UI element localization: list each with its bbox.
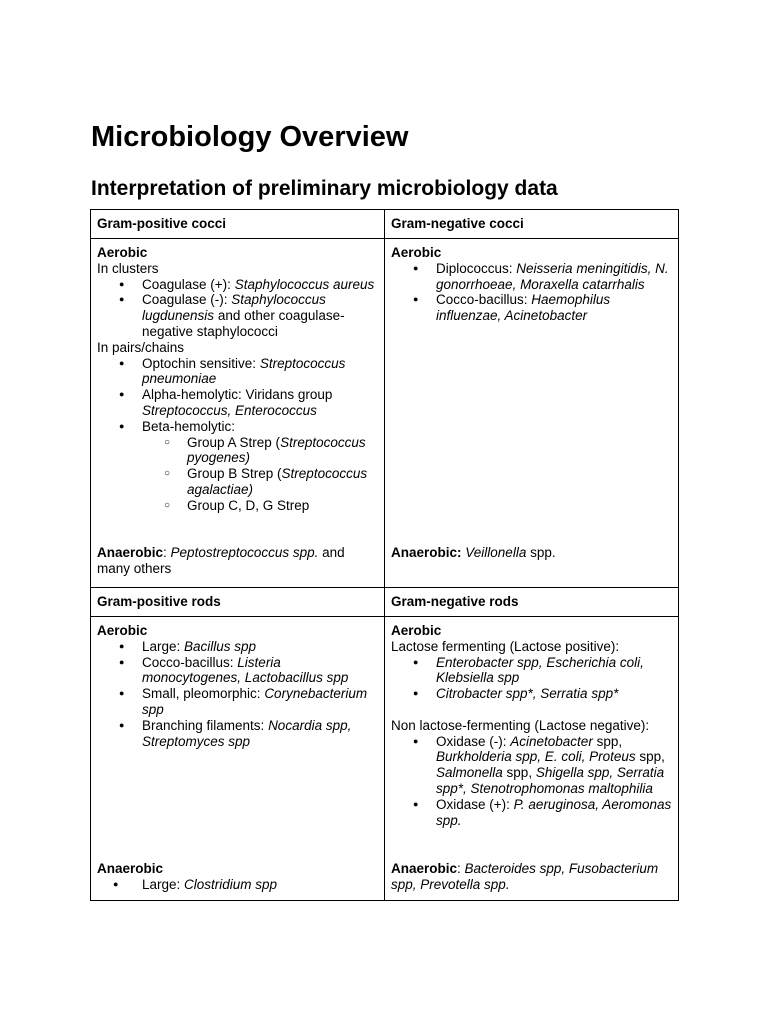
sub-list-item: ○ Group A Strep (Streptococcus pyogenes) — [97, 435, 378, 467]
list-item: ● Cocco-bacillus: Haemophilus influenzae, Acinetobacter — [391, 292, 672, 324]
table-header-row — [91, 210, 679, 239]
list-item: ● Beta-hemolytic: ○ Group A Strep (Streptococcus pyogenes) ○ Group B Strep (Streptococcus agalactiae) ○ Group C, D, G Strep — [97, 419, 378, 514]
list-item: ● Optochin sensitive: Streptococcus pneumoniae — [97, 356, 378, 388]
list-item: ● Enterobacter spp, Escherichia coli, Klebsiella spp — [391, 655, 672, 687]
sub-list-item: ○ Group B Strep (Streptococcus agalactiae) — [97, 466, 378, 498]
header-gram-positive-cocci: Gram-positive cocci — [91, 210, 385, 239]
list-item: ● Cocco-bacillus: Listeria monocytogenes, Lactobacillus spp — [97, 655, 378, 687]
cell-gram-positive-cocci — [91, 239, 385, 588]
list-item: ● Oxidase (+): P. aeruginosa, Aeromonas spp. — [391, 797, 672, 829]
sub-list-item: ○ Group C, D, G Strep — [97, 498, 378, 514]
table-row-cocci — [91, 239, 679, 588]
table-header-row — [91, 588, 679, 617]
section-heading: Interpretation of preliminary microbiology data — [91, 177, 558, 200]
anaerobic-block: Anaerobic: Bacteroides spp, Fusobacterium spp, Prevotella spp. — [391, 861, 659, 892]
subgroup-label: Non lactose-fermenting (Lactose negative): — [391, 717, 650, 733]
subgroup-label: In clusters — [97, 260, 159, 276]
aerobic-label: Aerobic — [391, 245, 442, 260]
header-gram-positive-rods: Gram-positive rods — [91, 588, 385, 617]
aerobic-label: Aerobic — [97, 245, 148, 260]
header-gram-negative-cocci: Gram-negative cocci — [385, 210, 679, 239]
list-item: ● Coagulase (-): Staphylococcus lugdunensis and other coagulase-negative staphylococci — [97, 292, 378, 339]
microbiology-table — [90, 209, 679, 901]
list-item: ● Branching filaments: Nocardia spp, Streptomyces spp — [97, 718, 378, 750]
anaerobic-block: Anaerobic: Veillonella spp. — [391, 545, 556, 560]
table-row-rods — [91, 617, 679, 901]
list-item: ● Diplococcus: Neisseria meningitidis, N. gonorrhoeae, Moraxella catarrhalis — [391, 261, 672, 293]
cell-gram-negative-rods — [385, 617, 679, 901]
list-item: ● Small, pleomorphic: Corynebacterium spp — [97, 686, 378, 718]
aerobic-label: Aerobic — [391, 623, 442, 638]
subgroup-label: Lactose fermenting (Lactose positive): — [391, 638, 620, 654]
cell-gram-negative-cocci — [385, 239, 679, 588]
subgroup-label: In pairs/chains — [97, 339, 185, 355]
list-item: ● Alpha-hemolytic: Viridans group Streptococcus, Enterococcus — [97, 387, 378, 419]
list-item: ● Large: Clostridium spp — [91, 877, 378, 893]
cell-gram-positive-rods — [91, 617, 385, 901]
list-item: ● Coagulase (+): Staphylococcus aureus — [97, 277, 378, 293]
aerobic-label: Aerobic — [97, 623, 148, 638]
anaerobic-block: Anaerobic: Peptostreptococcus spp. and many others — [97, 545, 345, 576]
header-gram-negative-rods: Gram-negative rods — [385, 588, 679, 617]
page-title: Microbiology Overview — [91, 121, 409, 153]
list-item: ● Oxidase (-): Acinetobacter spp, Burkholderia spp, E. coli, Proteus spp, Salmonella spp, Shigella spp, Serratia spp*, Stenotrophomonas maltophilia — [391, 734, 672, 797]
list-item: ● Citrobacter spp*, Serratia spp* — [391, 686, 672, 702]
list-item: ● Large: Bacillus spp — [97, 639, 378, 655]
anaerobic-block: Anaerobic ● Large: Clostridium spp — [97, 861, 378, 893]
